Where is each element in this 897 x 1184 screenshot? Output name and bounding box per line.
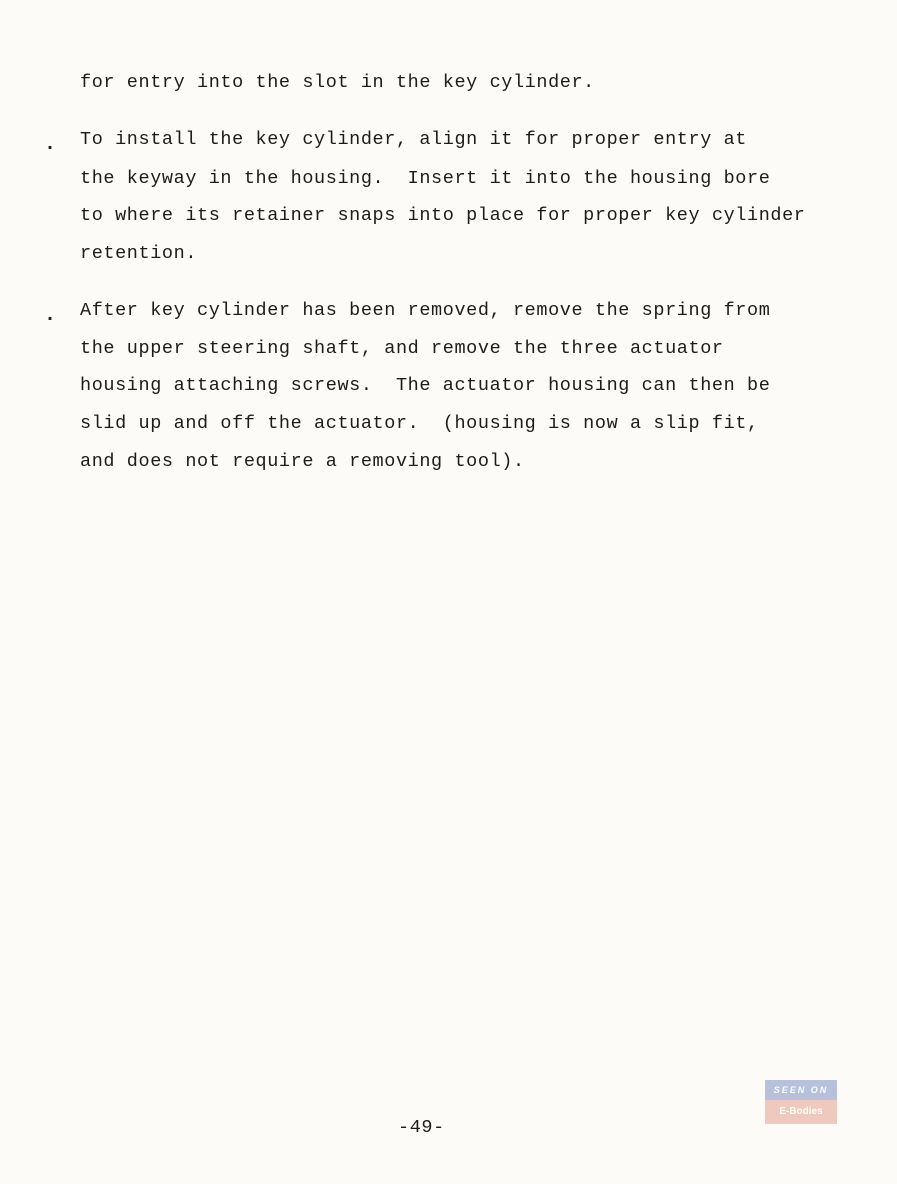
- bullet-marker: .: [44, 304, 57, 327]
- bullet-marker: .: [44, 133, 57, 156]
- paragraph-line: retention.: [80, 243, 198, 264]
- paragraph-line: and does not require a removing tool).: [80, 451, 525, 472]
- paragraph-line: slid up and off the actuator. (housing is now a slip fit,: [80, 413, 759, 434]
- page-number: -49-: [398, 1117, 445, 1138]
- watermark-top-text: SEEN ON: [765, 1080, 837, 1100]
- paragraph-line: the upper steering shaft, and remove the three actuator: [80, 338, 724, 359]
- paragraph-line: for entry into the slot in the key cylinder.: [80, 72, 595, 93]
- paragraph-line: housing attaching screws. The actuator housing can then be: [80, 375, 771, 396]
- paragraph-line: the keyway in the housing. Insert it into the housing bore: [80, 168, 771, 189]
- paragraph-line: After key cylinder has been removed, remove the spring from: [80, 300, 771, 321]
- watermark-logo: [765, 1080, 837, 1124]
- paragraph-line: to where its retainer snaps into place for proper key cylinder: [80, 205, 806, 226]
- paragraph-line: To install the key cylinder, align it for proper entry at: [80, 129, 748, 150]
- watermark-bottom-text: E-Bodies: [765, 1100, 837, 1124]
